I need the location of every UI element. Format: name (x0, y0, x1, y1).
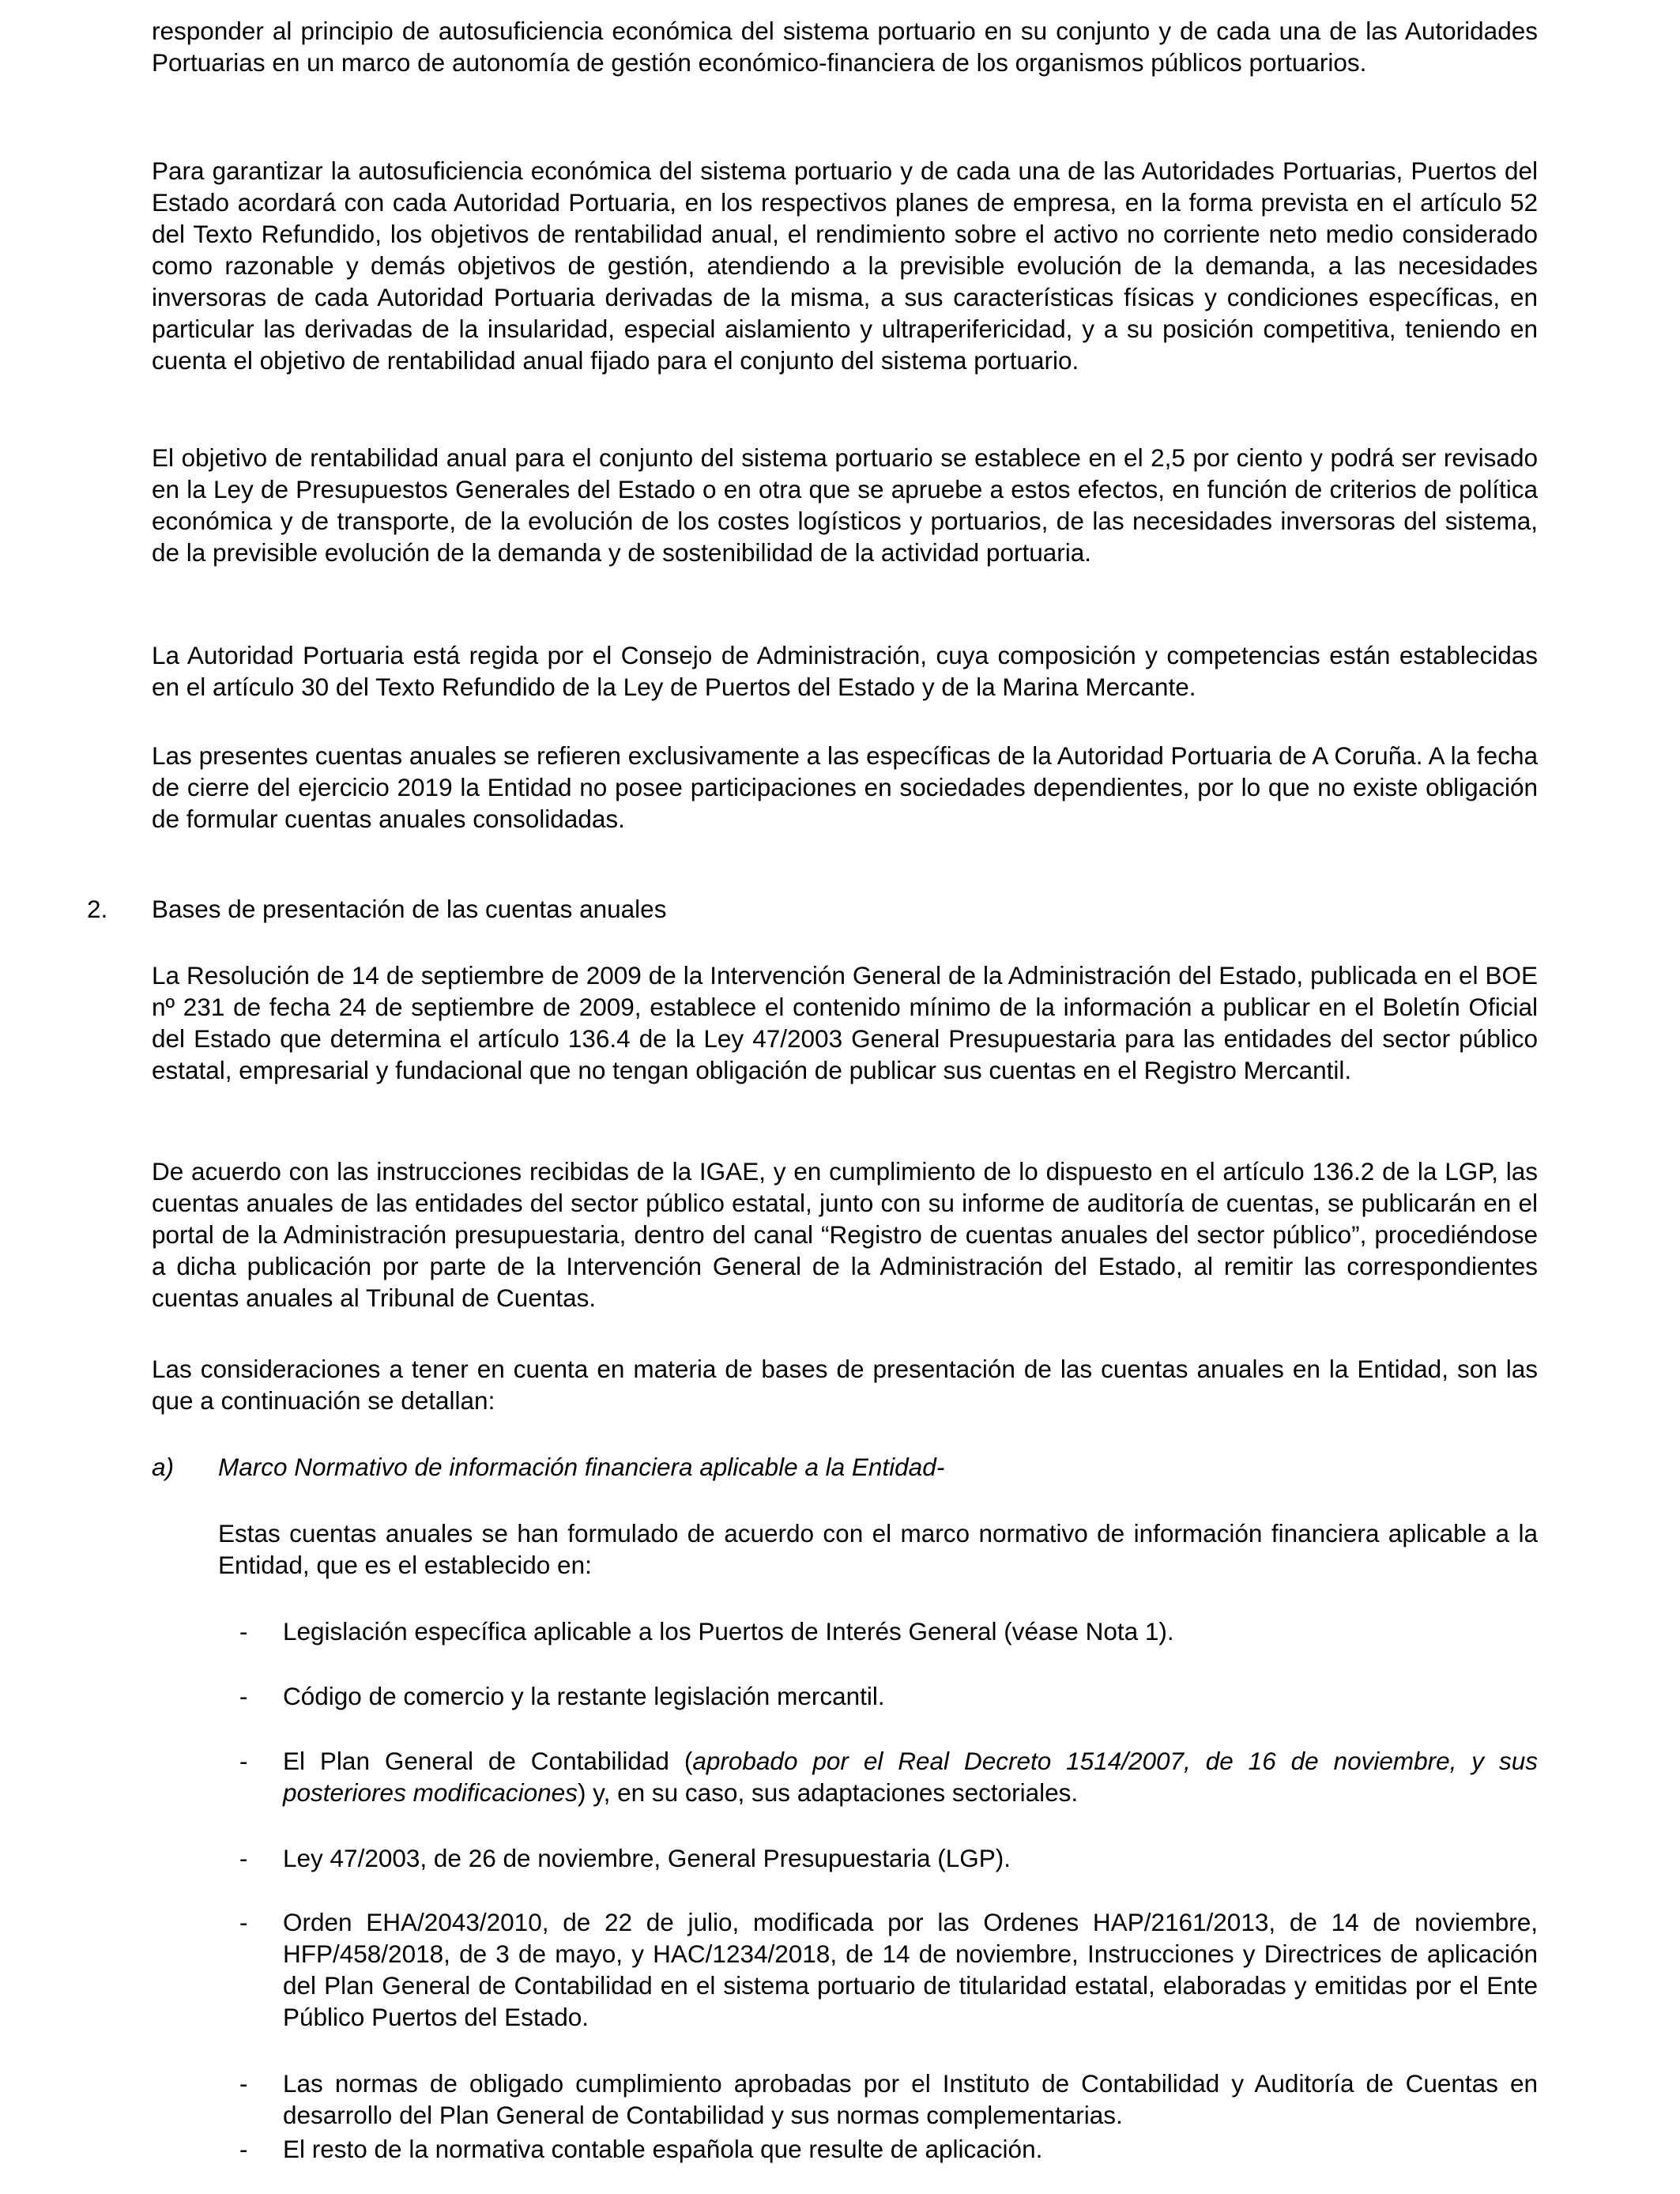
subsection-letter: a) (152, 1453, 175, 1481)
intro-paragraph-2: Para garantizar la autosuficiencia económica del sistema portuario y de cada una de las Autoridades Portuarias, Puertos del Estado acordará con cada Autoridad Portuaria, en los respectivos planes de empresa, en la forma prevista en el artículo 52 del Texto Refundido, los objetivos de rentabilidad anual, el rendimiento sobre el activo no corriente neto medio considerado como razonable y demás objetivos de gestión, atendiendo a la previsible evolución de la demanda, a las necesidades inversoras de cada Autoridad Portuaria derivadas de la misma, a sus características físicas y condiciones específicas, en particular las derivadas de la insularidad, especial aislamiento y ultraperifericidad, y a su posición competitiva, teniendo en cuenta el objetivo de rentabilidad anual fijado para el conjunto del sistema portuario. (152, 156, 1538, 375)
list-item-text: ) y, en su caso, sus adaptaciones sectoriales. (577, 1778, 1079, 1807)
list-item: Legislación específica aplicable a los Puertos de Interés General (véase Nota 1). (283, 1617, 1174, 1646)
list-bullet: - (239, 1908, 248, 1936)
list-bullet: - (239, 1844, 248, 1872)
section-title: Bases de presentación de las cuentas anuales (152, 895, 667, 923)
section-number: 2. (87, 895, 108, 923)
list-bullet: - (239, 1617, 248, 1646)
list-item-text: El Plan General de Contabilidad ( (283, 1747, 693, 1775)
section-paragraph-1: La Resolución de 14 de septiembre de 2009 de la Intervención General de la Administración del Estado, publicada en el BOE nº 231 de fecha 24 de septiembre de 2009, establece el contenido mínimo de la información a publicar en el Boletín Oficial del Estado que determina el artículo 136.4 de la Ley 47/2003 General Presupuestaria para las entidades del sector público estatal, empresarial y fundacional que no tengan obligación de publicar sus cuentas en el Registro Mercantil. (152, 961, 1538, 1084)
list-item: Ley 47/2003, de 26 de noviembre, General Presupuestaria (LGP). (283, 1844, 1011, 1872)
list-item: El resto de la normativa contable española que resulte de aplicación. (283, 2135, 1043, 2163)
subsection-title: Marco Normativo de información financiera aplicable a la Entidad- (218, 1453, 945, 1481)
list-item: Código de comercio y la restante legislación mercantil. (283, 1682, 885, 1710)
intro-paragraph-5: Las presentes cuentas anuales se refieren exclusivamente a las específicas de la Autoridad Portuaria de A Coruña. A la fecha de cierre del ejercicio 2019 la Entidad no posee participaciones en sociedades dependientes, por lo que no existe obligación de formular cuentas anuales consolidadas. (152, 741, 1538, 833)
intro-paragraph-3: El objetivo de rentabilidad anual para el conjunto del sistema portuario se establece en el 2,5 por ciento y podrá ser revisado en la Ley de Presupuestos Generales del Estado o en otra que se apruebe a estos efectos, en función de criterios de política económica y de transporte, de la evolución de los costes logísticos y portuarios, de las necesidades inversoras del sistema, de la previsible evolución de la demanda y de sostenibilidad de la actividad portuaria. (152, 443, 1538, 567)
list-item (283, 1745, 1538, 1808)
section-paragraph-2: De acuerdo con las instrucciones recibidas de la IGAE, y en cumplimiento de lo dispuesto en el artículo 136.2 de la LGP, las cuentas anuales de las entidades del sector público estatal, junto con su informe de auditoría de cuentas, se publicarán en el portal de la Administración presupuestaria, dentro del canal “Registro de cuentas anuales del sector público”, procediéndose a dicha publicación por parte de la Intervención General de la Administración del Estado, al remitir las correspondientes cuentas anuales al Tribunal de Cuentas. (152, 1157, 1538, 1312)
section-paragraph-3: Las consideraciones a tener en cuenta en materia de bases de presentación de las cuentas anuales en la Entidad, son las que a continuación se detallan: (152, 1355, 1538, 1415)
list-bullet: - (239, 2135, 248, 2163)
intro-paragraph-1: responder al principio de autosuficiencia económica del sistema portuario en su conjunto y de cada una de las Autoridades Portuarias en un marco de autonomía de gestión económico-financiera de los organismos públicos portuarios. (152, 17, 1538, 77)
list-item: Orden EHA/2043/2010, de 22 de julio, modificada por las Ordenes HAP/2161/2013, de 14 de noviembre, HFP/458/2018, de 3 de mayo, y HAC/1234/2018, de 14 de noviembre, Instrucciones y Directrices de aplicación del Plan General de Contabilidad en el sistema portuario de titularidad estatal, elaboradas y emitidas por el Ente Público Puertos del Estado. (283, 1908, 1538, 2031)
list-item-italic-text: aprobado por el Real Decreto 1514/2007, de 16 de noviembre, y sus posteriores modificaciones (283, 1747, 1538, 1807)
list-item: Las normas de obligado cumplimiento aprobadas por el Instituto de Contabilidad y Auditoría de Cuentas en desarrollo del Plan General de Contabilidad y sus normas complementarias. (283, 2069, 1538, 2129)
list-bullet: - (239, 1682, 248, 1710)
intro-paragraph-4: La Autoridad Portuaria está regida por el Consejo de Administración, cuya composición y competencias están establecidas en el artículo 30 del Texto Refundido de la Ley de Puertos del Estado y de la Marina Mercante. (152, 641, 1538, 701)
list-bullet: - (239, 1747, 248, 1775)
subsection-intro: Estas cuentas anuales se han formulado de acuerdo con el marco normativo de información financiera aplicable a la Entidad, que es el establecido en: (218, 1519, 1538, 1579)
list-bullet: - (239, 2069, 248, 2098)
